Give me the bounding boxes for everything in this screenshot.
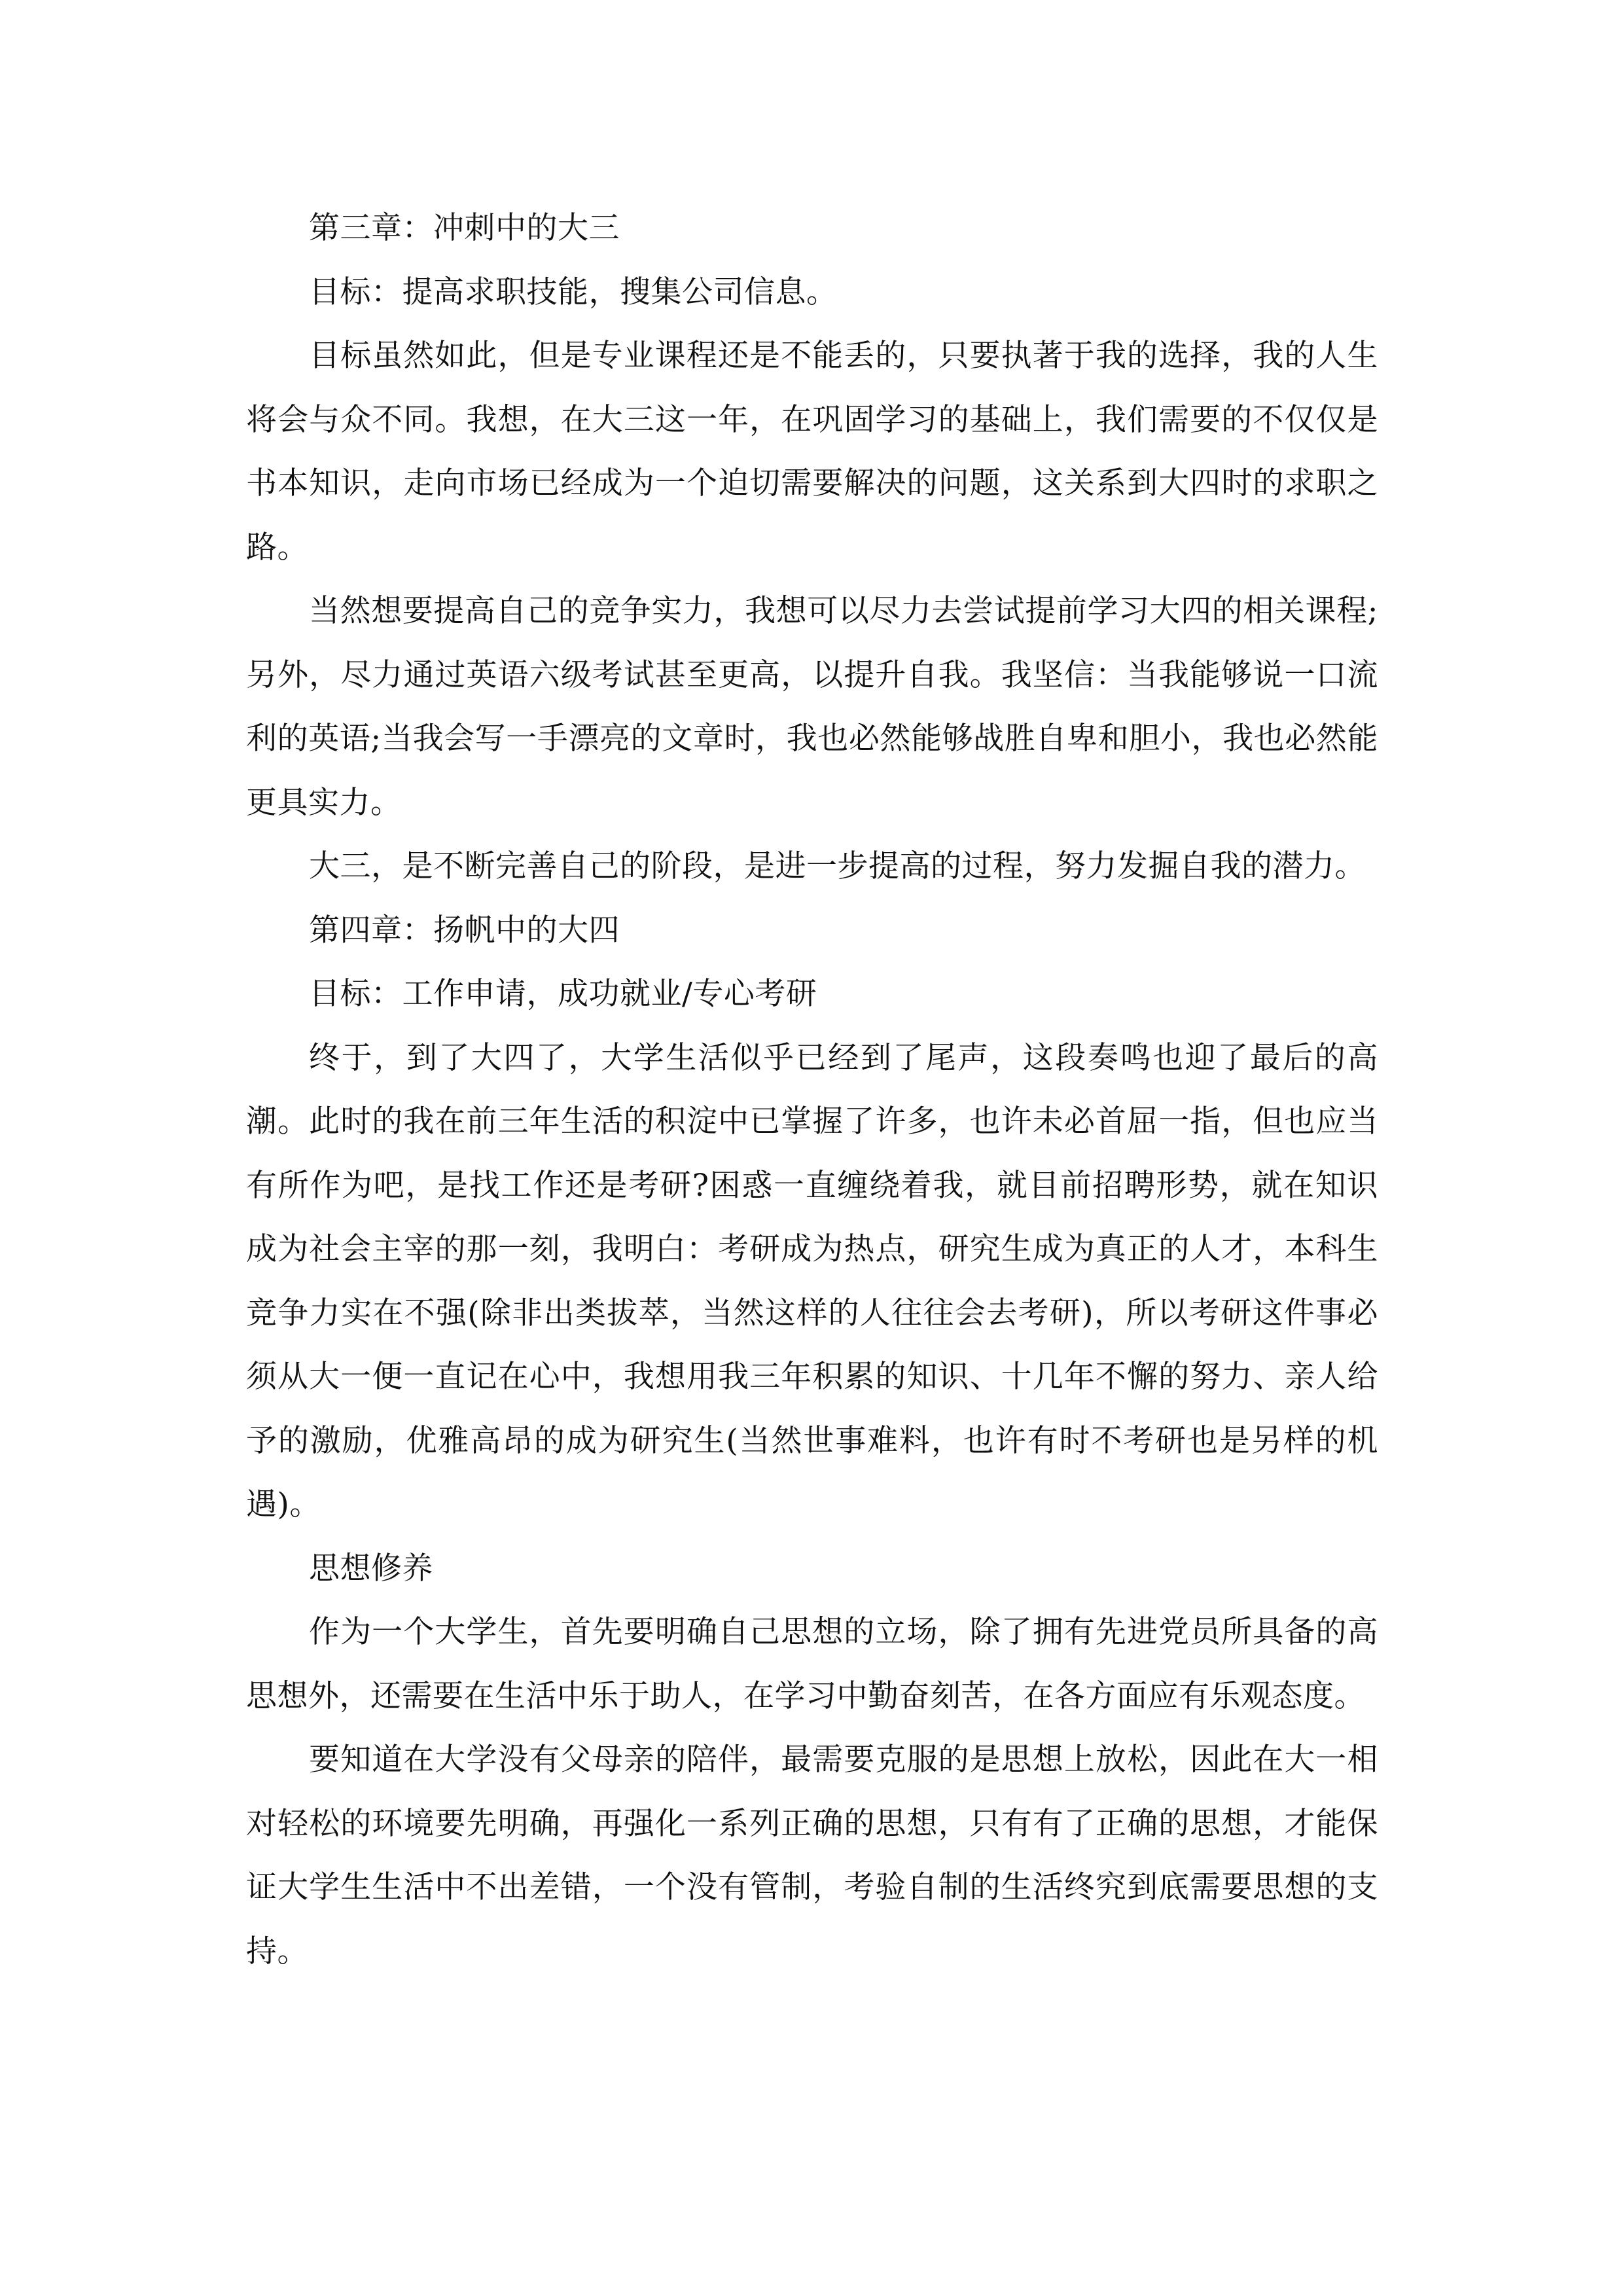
chapter-4-heading: 第四章：扬帆中的大四 (309, 912, 620, 948)
paragraph: 要知道在大学没有父母亲的陪伴，最需要克服的是思想上放松，因此在大一相对轻松的环境要先明确，再强化一系列正确的思想，只有有了正确的思想，才能保证大学生生活中不出差错，一个没有管制，考验自制的生活终究到底需要思想的支持。 (246, 1742, 1378, 1969)
paragraph: 大三，是不断完善自己的阶段，是进一步提高的过程，努力发掘自我的潜力。 (309, 848, 1366, 884)
chapter-3-heading: 第三章：冲刺中的大三 (309, 210, 620, 246)
chapter-4-goal: 目标：工作申请，成功就业/专心考研 (309, 976, 817, 1012)
paragraph: 作为一个大学生，首先要明确自己思想的立场，除了拥有先进党员所具备的高思想外，还需要在生活中乐于助人，在学习中勤奋刻苦，在各方面应有乐观态度。 (246, 1614, 1378, 1714)
paragraph: 目标虽然如此，但是专业课程还是不能丢的，只要执著于我的选择，我的人生将会与众不同。我想，在大三这一年，在巩固学习的基础上，我们需要的不仅仅是书本知识，走向市场已经成为一个迫切需要解决的问题，这关系到大四时的求职之路。 (246, 338, 1378, 565)
paragraph: 终于，到了大四了，大学生活似乎已经到了尾声，这段奏鸣也迎了最后的高潮。此时的我在前三年生活的积淀中已掌握了许多，也许未必首屈一指，但也应当有所作为吧，是找工作还是考研?困惑一直缠绕着我，就目前招聘形势，就在知识成为社会主宰的那一刻，我明白：考研成为热点，研究生成为真正的人才，本科生竞争力实在不强(除非出类拔萃，当然这样的人往往会去考研)，所以考研这件事必须从大一便一直记在心中，我想用我三年积累的知识、十几年不懈的努力、亲人给予的激励，优雅高昂的成为研究生(当然世事难料，也许有时不考研也是另样的机遇)。 (246, 1039, 1378, 1522)
document-body (246, 196, 1378, 1983)
section-heading-ideology: 思想修养 (309, 1550, 433, 1587)
paragraph: 当然想要提高自己的竞争实力，我想可以尽力去尝试提前学习大四的相关课程;另外，尽力通过英语六级考试甚至更高，以提升自我。我坚信：当我能够说一口流利的英语;当我会写一手漂亮的文章时，我也必然能够战胜自卑和胆小，我也必然能更具实力。 (246, 593, 1378, 821)
chapter-3-goal: 目标：提高求职技能，搜集公司信息。 (309, 274, 838, 310)
